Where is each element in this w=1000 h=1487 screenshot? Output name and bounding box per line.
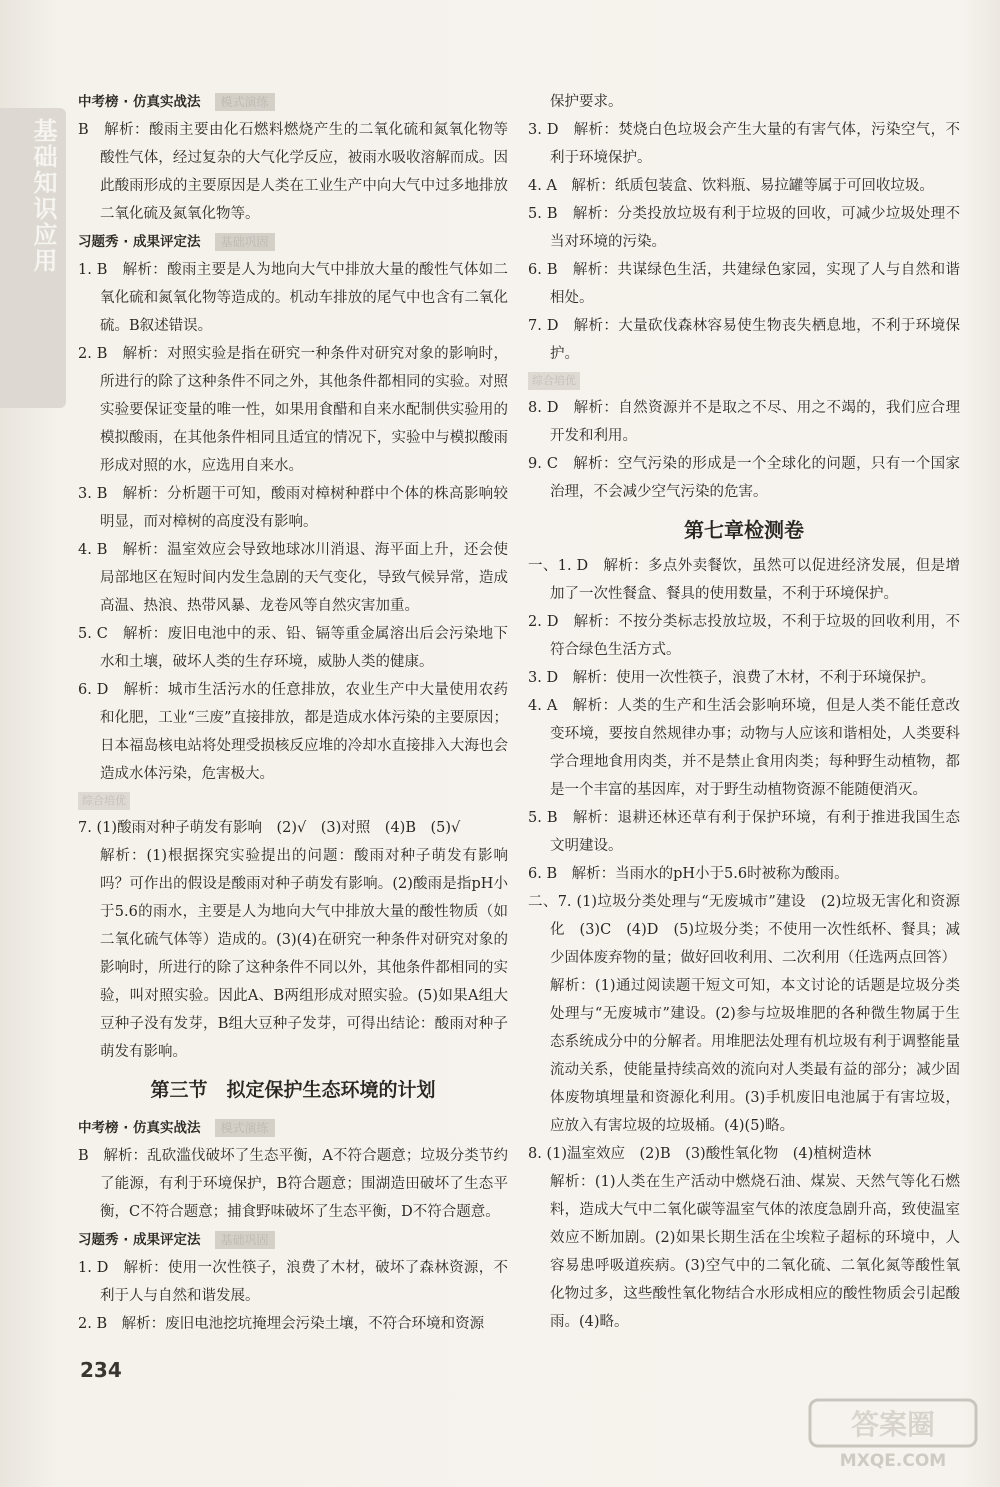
explanation-paragraph: 解析：(1)根据探究实验提出的问题：酸雨对种子萌发有影响吗？可作出的假设是酸雨对种子萌发有影响。(2)酸雨是指pH小于5.6的雨水，主要是人为地向大气中排放大量的酸性物质（如二氧化硫气体等）造成的。(3)(4)在研究一种条件对研究对象的影响时，所进行的除了这种条件不同以外，其他条件都相同的实验，叫对照实验。因此A、B两组形成对照实验。(5)如果A组大豆种子没有发芽，B组大豆种子发芽，可得出结论：酸雨对种子萌发有影响。 (100, 848, 508, 1060)
watermark-url: MXQE.COM (839, 1451, 947, 1471)
subsection-title: 中考榜 · 仿真实战法 (78, 94, 201, 110)
subsection-tag: 模式演练 (215, 1119, 275, 1137)
answer-item: 9. C 解析：空气污染的形成是一个全球化的问题，只有一个国家治理，不会减少空气污染的危害。 (528, 456, 960, 500)
answer-item: 6. B 解析：共谋绿色生活，共建绿色家园，实现了人与自然和谐相处。 (528, 262, 960, 306)
explanation-paragraph: 解析：(1)通过阅读题干短文可知，本文讨论的话题是垃圾分类处理与“无废城市”建设。(2)参与垃圾堆肥的各种微生物属于生态系统成分中的分解者。用堆肥法处理有机垃圾有利于调整能量流动关系，使能量持续高效的流向对人类最有益的部分；减少固体废物填埋量和资源化利用。(3)手机废旧电池属于有害垃圾，应放入有害垃圾的垃圾桶。(4)(5)略。 (550, 978, 960, 1134)
page-number: 234 (80, 1358, 122, 1382)
answer-item: 6. B 解析：当雨水的pH小于5.6时被称为酸雨。 (528, 866, 849, 882)
watermark-text: 答案圈 (850, 1408, 936, 1441)
category-tag: 综合培优 (78, 792, 130, 810)
answer-item: 3. B 解析：分析题干可知，酸雨对樟树种群中个体的株高影响较明显，而对樟树的高度没有影响。 (78, 486, 508, 530)
answer-item: 2. D 解析：不按分类标志投放垃圾，不利于垃圾的回收利用，不符合绿色生活方式。 (528, 614, 960, 658)
answer-item: 5. C 解析：废旧电池中的汞、铅、镉等重金属溶出后会污染地下水和土壤，破坏人类的生存环境，威胁人类的健康。 (78, 626, 508, 670)
answer-item: 3. D 解析：使用一次性筷子，浪费了木材，不利于环境保护。 (528, 670, 936, 686)
category-tag-row (78, 788, 508, 814)
subsection-heading (78, 1114, 508, 1142)
subsection-tag: 基础巩固 (215, 233, 275, 251)
answer-item: 二、7. (1)垃圾分类处理与“无废城市”建设 (2)垃圾无害化和资源化 (3)C (4)D (5)垃圾分类；不使用一次性纸杯、餐具；减少固体废弃物的量；做好回收利用、二次利用（任选两点回答） (528, 894, 960, 966)
explanation-paragraph: 解析：(1)人类在生产活动中燃烧石油、煤炭、天然气等化石燃料，造成大气中二氧化碳等温室气体的浓度急剧升高，致使温室效应不断加剧。(2)如果长期生活在尘埃粒子超标的环境中，人容易患呼吸道疾病。(3)空气中的二氧化硫、二氧化氮等酸性氧化物过多，这些酸性氧化物结合水形成相应的酸性物质会引起酸雨。(4)略。 (550, 1174, 960, 1330)
answer-item: 1. B 解析：酸雨主要是人为地向大气中排放大量的酸性气体如二氧化硫和氮氧化物等造成的。机动车排放的尾气中也含有二氧化硫。B叙述错误。 (78, 262, 508, 334)
subsection-tag: 基础巩固 (215, 1231, 275, 1249)
answer-item: 2. B 解析：对照实验是指在研究一种条件对研究对象的影响时，所进行的除了这种条件不同之外，其他条件都相同的实验。对照实验要保证变量的唯一性，如果用食醋和自来水配制供实验用的模拟酸雨，在其他条件相同且适宜的情况下，实验中与模拟酸雨形成对照的水，应选用自来水。 (78, 346, 508, 474)
right-column (528, 88, 960, 1336)
answer-item: 3. D 解析：焚烧白色垃圾会产生大量的有害气体，污染空气，不利于环境保护。 (528, 122, 960, 166)
answer-item: 一、1. D 解析：多点外卖餐饮，虽然可以促进经济发展，但是增加了一次性餐盒、餐具的使用数量，不利于环境保护。 (528, 558, 960, 602)
answer-item: B 解析：酸雨主要由化石燃料燃烧产生的二氧化硫和氮氧化物等酸性气体，经过复杂的大气化学反应，被雨水吸收溶解而成。因此酸雨形成的主要原因是人类在工业生产中向大气中过多地排放二氧化硫及氮氧化物等。 (78, 122, 508, 222)
section-title: 第三节 拟定保护生态环境的计划 (150, 1079, 436, 1101)
answer-item: B 解析：乱砍滥伐破坏了生态平衡，A不符合题意；垃圾分类节约了能源，有利于环境保护，B符合题意；围湖造田破坏了生态平衡，C不符合题意；捕食野味破坏了生态平衡，D不符合题意。 (78, 1148, 508, 1220)
answer-item: 2. B 解析：废旧电池挖坑掩埋会污染土壤，不符合环境和资源 (78, 1316, 485, 1332)
category-tag-row (528, 368, 960, 394)
subsection-heading (78, 88, 508, 116)
answer-item: 4. A 解析：纸质包装盒、饮料瓶、易拉罐等属于可回收垃圾。 (528, 178, 934, 194)
answer-item: 7. (1)酸雨对种子萌发有影响 (2)√ (3)对照 (4)B (5)√ (78, 820, 461, 836)
subsection-title: 习题秀 · 成果评定法 (78, 1232, 201, 1248)
subsection-title: 中考榜 · 仿真实战法 (78, 1120, 201, 1136)
explanation-paragraph: 保护要求。 (550, 94, 623, 110)
category-tag: 综合培优 (528, 372, 580, 390)
answer-item: 6. D 解析：城市生活污水的任意排放，农业生产中大量使用农药和化肥，工业“三废”直接排放，都是造成水体污染的主要原因；日本福岛核电站将处理受损核反应堆的冷却水直接排入大海也会造成水体污染，危害极大。 (78, 682, 508, 782)
chapter-title: 第七章检测卷 (684, 518, 804, 542)
subsection-heading (78, 1226, 508, 1254)
answer-item: 8. D 解析：自然资源并不是取之不尽、用之不竭的，我们应合理开发和利用。 (528, 400, 960, 444)
subsection-heading (78, 228, 508, 256)
answer-item: 4. A 解析：人类的生产和生活会影响环境，但是人类不能任意改变环境，要按自然规律办事；动物与人应该和谐相处，人类要科学合理地食用肉类，并不是禁止食用肉类；每种野生动植物，都是一个丰富的基因库，对于野生动植物资源不能随便消灭。 (528, 698, 960, 798)
answer-item: 5. B 解析：分类投放垃圾有利于垃圾的回收，可减少垃圾处理不当对环境的污染。 (528, 206, 960, 250)
left-column (78, 88, 508, 1338)
answer-item: 1. D 解析：使用一次性筷子，浪费了木材，破坏了森林资源，不利于人与自然和谐发展。 (78, 1260, 508, 1304)
subsection-tag: 模式演练 (215, 93, 275, 111)
answer-item: 8. (1)温室效应 (2)B (3)酸性氧化物 (4)植树造林 (528, 1146, 872, 1162)
subsection-title: 习题秀 · 成果评定法 (78, 234, 201, 250)
answer-item: 4. B 解析：温室效应会导致地球冰川消退、海平面上升，还会使局部地区在短时间内发生急剧的天气变化，导致气候异常，造成高温、热浪、热带风暴、龙卷风等自然灾害加重。 (78, 542, 508, 614)
answer-item: 7. D 解析：大量砍伐森林容易使生物丧失栖息地，不利于环境保护。 (528, 318, 960, 362)
side-tab-label: 基础知识应用 (29, 118, 58, 274)
watermark-logo (808, 1398, 978, 1472)
answer-item: 5. B 解析：退耕还林还草有利于保护环境，有利于推进我国生态文明建设。 (528, 810, 960, 854)
